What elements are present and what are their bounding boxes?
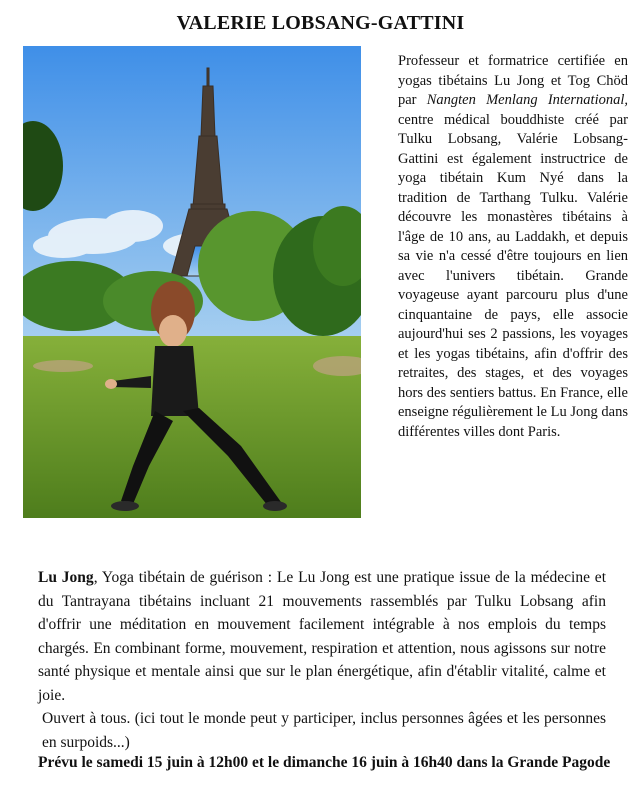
lu-jong-body: , Yoga tibétain de guérison : Le Lu Jong est une pratique issue de la médecine et du Tantrayana tibétains incluant 21 mouvements rassemblés par Tulku Lobsang afin d'offrir une méditation en mouvement facilement intégrable à nos emplois du temps chargés. En combinant forme, mouvement, respiration et attention, nous agissons sur notre santé physique et mentale ainsi que sur le plan énergétique, afin d'établir vitalité, calme et joie.: [38, 569, 606, 704]
bio-continuation: centre médical bouddhiste créé par Tulku Lobsang, Valérie Lobsang-Gattini est également instructrice de yoga tibétain Kum Nyé dans la tradition de Tarthang Tulku.: [398, 111, 628, 206]
bio-intro: Professeur et formatrice certifiée en yogas tibétains Lu Jong et Tog Chöd par: [398, 53, 628, 108]
lu-jong-heading: Lu Jong: [38, 569, 94, 586]
bio-organization: Nangten Menlang International,: [426, 92, 628, 108]
biography-text: [398, 52, 628, 442]
bio-travel: Valérie découvre les monastères tibétains à l'âge de 10 ans, au Laddakh, et depuis sa vie n'a cessé d'être toujours en lien avec l'univers tibétain. Grande voyageuse ayant parcouru plus d'une cinquantaine de pays, elle associe aujourd'hui ses 2 passions, les voyages et les yogas tibétains, afin d'offrir des retraites, des stages, et des voyages hors des sentiers battus. En France, elle enseigne régulièrement le Lu Jong dans différentes villes dont Paris.: [398, 189, 628, 440]
schedule-info: Prévu le samedi 15 juin à 12h00 et le dimanche 16 juin à 16h40 dans la Grande Pagode: [38, 754, 611, 771]
lu-jong-description: [38, 566, 606, 754]
eiffel-tower-photo: [23, 46, 361, 518]
lu-jong-open-to-all: Ouvert à tous. (ici tout le monde peut y participer, inclus personnes âgées et les personnes en surpoids...): [42, 710, 606, 751]
page-title: VALERIE LOBSANG-GATTINI: [176, 12, 465, 34]
